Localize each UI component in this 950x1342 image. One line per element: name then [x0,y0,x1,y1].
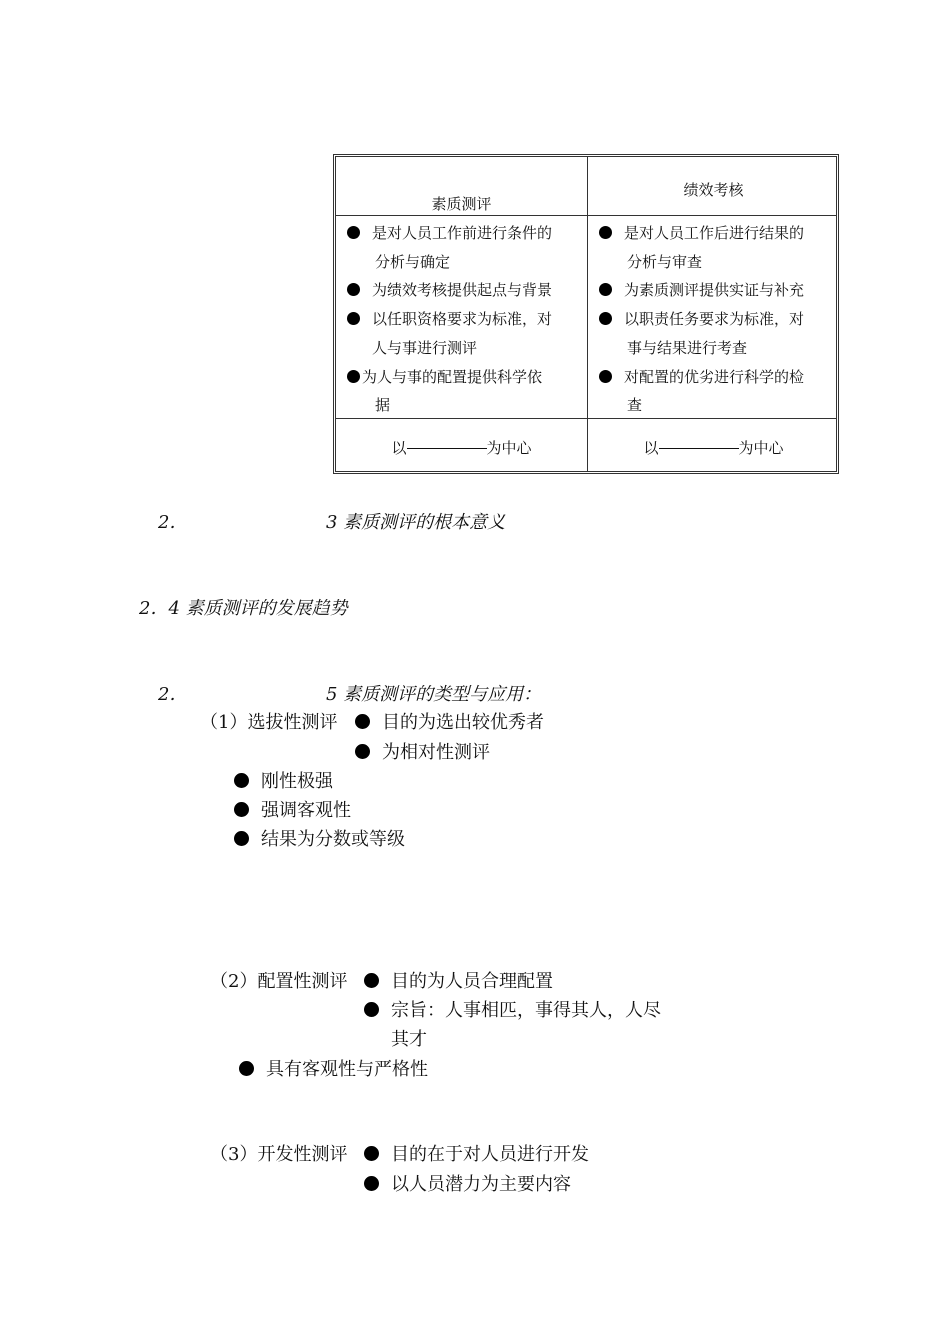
bullet-icon [599,370,612,383]
bullet-icon [355,714,370,729]
bullet-icon [234,831,249,846]
section-2-5-number: 2． [158,684,188,705]
list-item-continuation: 分析与确定 [375,252,451,271]
bullet-icon [347,312,360,325]
fill-blank [407,448,487,449]
left-cell [347,219,583,420]
list-item: 以任职资格要求为标准，对 [347,305,583,334]
fill-blank [659,448,739,449]
bullet-icon [234,773,249,788]
list-item: 目的为人员合理配置 [364,967,553,993]
bullet-icon [364,973,379,988]
bullet-icon [599,283,612,296]
right-cell [599,219,835,420]
bullet-icon [364,1002,379,1017]
list-item: 对配置的优劣进行科学的检 [599,363,835,392]
table-divider-header [336,215,836,216]
table-divider-vertical [587,157,588,471]
list-item: 强调客观性 [234,796,351,822]
list-item: 为相对性测评 [355,738,490,764]
list-item: 目的为选出较优秀者 [355,708,544,734]
section-2-3-number: 2． [158,512,188,533]
list-item: 为人与事的配置提供科学依 [347,363,583,392]
list-item: 为绩效考核提供起点与背景 [347,276,583,305]
list-item: 宗旨：人事相匹，事得其人，人尽 [364,996,661,1022]
type3-label: （3）开发性测评 [210,1144,348,1165]
bullet-icon [599,312,612,325]
bullet-icon [347,370,360,383]
comparison-table [333,154,839,474]
list-item-continuation: 据 [375,396,391,415]
type1-label: （1）选拔性测评 [200,712,338,733]
section-2-3-title: 3 素质测评的根本意义 [326,512,506,533]
list-item: 具有客观性与严格性 [239,1055,428,1081]
list-item-continuation: 人与事进行测评 [372,338,478,357]
bullet-icon [347,226,360,239]
bullet-icon [364,1146,379,1161]
list-item: 是对人员工作前进行条件的 [347,219,583,248]
bullet-icon [355,744,370,759]
header-jixiao-kaohe: 绩效考核 [683,181,744,199]
list-item: 为素质测评提供实证与补充 [599,276,835,305]
list-item: 刚性极强 [234,767,333,793]
type2-label: （2）配置性测评 [210,971,348,992]
list-item: 以人员潜力为主要内容 [364,1170,571,1196]
bullet-icon [234,802,249,817]
section-2-4-title: 2．4 素质测评的发展趋势 [139,598,348,619]
footer-right: 以 为中心 [643,439,784,457]
list-item: 是对人员工作后进行结果的 [599,219,835,248]
header-suzhi-ceping: 素质测评 [431,195,492,213]
list-item: 以职责任务要求为标准，对 [599,305,835,334]
section-2-5-title: 5 素质测评的类型与应用： [326,684,542,705]
list-item-continuation: 其才 [391,1029,427,1050]
list-item-continuation: 查 [627,396,643,415]
bullet-icon [364,1176,379,1191]
list-item-continuation: 事与结果进行考查 [627,338,748,357]
bullet-icon [599,226,612,239]
list-item: 结果为分数或等级 [234,825,405,851]
bullet-icon [347,283,360,296]
list-item-continuation: 分析与审查 [627,252,703,271]
bullet-icon [239,1061,254,1076]
list-item: 目的在于对人员进行开发 [364,1140,589,1166]
footer-left: 以 为中心 [391,439,532,457]
